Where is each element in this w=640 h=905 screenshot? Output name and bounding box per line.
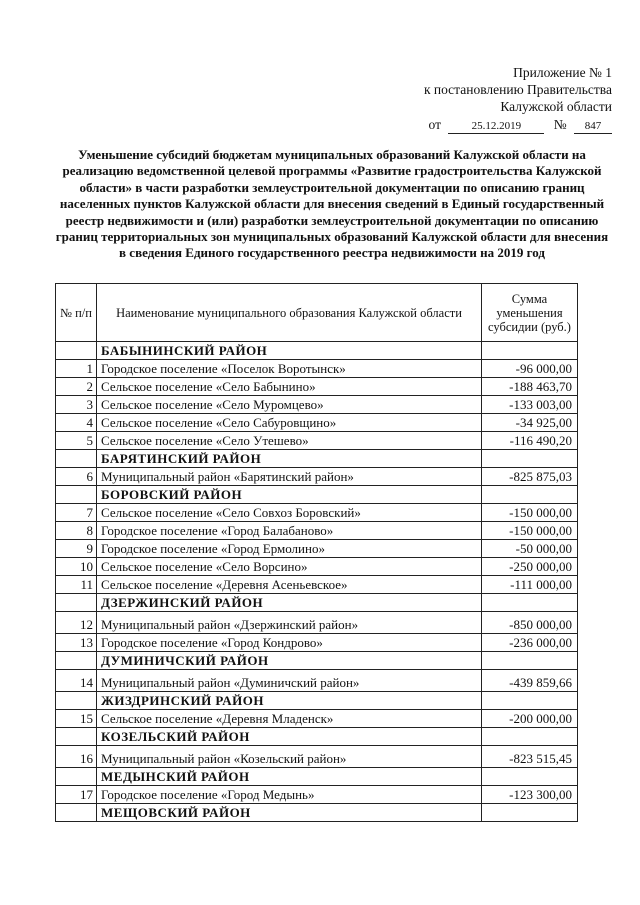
row-municipality: Сельское поселение «Село Муромцево» <box>97 396 482 414</box>
district-sum-cell <box>482 594 578 612</box>
district-sum-cell <box>482 768 578 786</box>
row-municipality: Городское поселение «Город Ермолино» <box>97 540 482 558</box>
row-municipality: Сельское поселение «Село Утешево» <box>97 432 482 450</box>
district-num-cell <box>56 652 97 670</box>
table-row <box>56 360 578 378</box>
row-number: 17 <box>56 786 97 804</box>
resolution-number: 847 <box>574 120 612 134</box>
row-municipality: Городское поселение «Поселок Воротынск» <box>97 360 482 378</box>
district-num-cell <box>56 486 97 504</box>
district-row <box>56 768 578 786</box>
row-sum: -50 000,00 <box>482 540 578 558</box>
district-row <box>56 692 578 710</box>
resolution-date: 25.12.2019 <box>448 120 544 134</box>
district-name: ЖИЗДРИНСКИЙ РАЙОН <box>97 692 482 710</box>
district-num-cell <box>56 804 97 822</box>
table-header-row <box>56 284 578 342</box>
appendix-line-1: Приложение № 1 <box>513 65 612 80</box>
district-sum-cell <box>482 728 578 746</box>
row-municipality: Городское поселение «Город Балабаново» <box>97 522 482 540</box>
table-row <box>56 670 578 692</box>
table-row <box>56 634 578 652</box>
row-municipality: Муниципальный район «Козельский район» <box>97 746 482 768</box>
row-municipality: Сельское поселение «Село Бабынино» <box>97 378 482 396</box>
row-sum: -200 000,00 <box>482 710 578 728</box>
table-row <box>56 522 578 540</box>
row-number: 3 <box>56 396 97 414</box>
table-row <box>56 540 578 558</box>
district-sum-cell <box>482 692 578 710</box>
appendix-block <box>424 64 612 134</box>
row-sum: -850 000,00 <box>482 612 578 634</box>
row-number: 12 <box>56 612 97 634</box>
row-number: 4 <box>56 414 97 432</box>
header-num: № п/п <box>56 284 97 342</box>
table-row <box>56 378 578 396</box>
row-number: 7 <box>56 504 97 522</box>
table-row <box>56 786 578 804</box>
number-prefix: № <box>553 117 567 132</box>
table-row <box>56 746 578 768</box>
row-number: 10 <box>56 558 97 576</box>
district-name: БАБЫНИНСКИЙ РАЙОН <box>97 342 482 360</box>
district-row <box>56 450 578 468</box>
district-sum-cell <box>482 450 578 468</box>
row-municipality: Городское поселение «Город Кондрово» <box>97 634 482 652</box>
table-body <box>56 342 578 822</box>
row-number: 2 <box>56 378 97 396</box>
header-sum: Сумма уменьшения субсидии (руб.) <box>482 284 578 342</box>
row-sum: -150 000,00 <box>482 522 578 540</box>
row-municipality: Муниципальный район «Барятинский район» <box>97 468 482 486</box>
district-num-cell <box>56 594 97 612</box>
table-row <box>56 432 578 450</box>
appendix-date-line <box>424 116 612 134</box>
district-row <box>56 728 578 746</box>
row-number: 9 <box>56 540 97 558</box>
row-municipality: Сельское поселение «Село Совхоз Боровский» <box>97 504 482 522</box>
district-sum-cell <box>482 652 578 670</box>
district-sum-cell <box>482 804 578 822</box>
row-number: 6 <box>56 468 97 486</box>
district-sum-cell <box>482 342 578 360</box>
district-name: БОРОВСКИЙ РАЙОН <box>97 486 482 504</box>
row-number: 15 <box>56 710 97 728</box>
table-row <box>56 612 578 634</box>
district-name: МЕДЫНСКИЙ РАЙОН <box>97 768 482 786</box>
district-name: МЕЩОВСКИЙ РАЙОН <box>97 804 482 822</box>
row-municipality: Сельское поселение «Село Сабуровщино» <box>97 414 482 432</box>
district-name: ДЗЕРЖИНСКИЙ РАЙОН <box>97 594 482 612</box>
row-number: 8 <box>56 522 97 540</box>
row-municipality: Сельское поселение «Деревня Асеньевское» <box>97 576 482 594</box>
table-row <box>56 468 578 486</box>
district-name: БАРЯТИНСКИЙ РАЙОН <box>97 450 482 468</box>
appendix-line-2: к постановлению Правительства <box>423 82 612 97</box>
row-sum: -34 925,00 <box>482 414 578 432</box>
header-name: Наименование муниципального образования Калужской области <box>97 284 482 342</box>
row-number: 16 <box>56 746 97 768</box>
row-sum: -188 463,70 <box>482 378 578 396</box>
appendix-line-3: Калужской области <box>500 99 612 114</box>
district-row <box>56 804 578 822</box>
district-sum-cell <box>482 486 578 504</box>
row-number: 14 <box>56 670 97 692</box>
row-sum: -150 000,00 <box>482 504 578 522</box>
row-number: 1 <box>56 360 97 378</box>
row-sum: -825 875,03 <box>482 468 578 486</box>
row-municipality: Сельское поселение «Село Ворсино» <box>97 558 482 576</box>
row-sum: -439 859,66 <box>482 670 578 692</box>
date-prefix: от <box>428 117 441 132</box>
table-row <box>56 576 578 594</box>
district-row <box>56 652 578 670</box>
district-row <box>56 486 578 504</box>
row-number: 5 <box>56 432 97 450</box>
document-title: Уменьшение субсидий бюджетам муниципальных образований Калужской области на реализацию ведомственной целевой программы «Развитие градостроительства Калужской области» в части разработки землеустроительной документации по описанию границ населенных пунктов Калужской области для внесения сведений в Единый государственный реестр недвижимости и (или) разработки землеустроительной документации по описанию границ территориальных зон муниципальных образований Калужской области для внесения в сведения Единого государственного реестра недвижимости на 2019 год <box>55 147 609 261</box>
row-sum: -823 515,45 <box>482 746 578 768</box>
district-name: ДУМИНИЧСКИЙ РАЙОН <box>97 652 482 670</box>
district-num-cell <box>56 450 97 468</box>
district-name: КОЗЕЛЬСКИЙ РАЙОН <box>97 728 482 746</box>
row-municipality: Муниципальный район «Думиничский район» <box>97 670 482 692</box>
row-sum: -133 003,00 <box>482 396 578 414</box>
district-row <box>56 594 578 612</box>
subsidy-table <box>55 283 578 822</box>
row-sum: -111 000,00 <box>482 576 578 594</box>
row-municipality: Сельское поселение «Деревня Младенск» <box>97 710 482 728</box>
table-row <box>56 396 578 414</box>
table-row <box>56 414 578 432</box>
row-sum: -236 000,00 <box>482 634 578 652</box>
row-number: 13 <box>56 634 97 652</box>
row-municipality: Муниципальный район «Дзержинский район» <box>97 612 482 634</box>
row-municipality: Городское поселение «Город Медынь» <box>97 786 482 804</box>
district-num-cell <box>56 728 97 746</box>
row-sum: -116 490,20 <box>482 432 578 450</box>
row-sum: -250 000,00 <box>482 558 578 576</box>
row-sum: -96 000,00 <box>482 360 578 378</box>
district-row <box>56 342 578 360</box>
table-row <box>56 504 578 522</box>
row-sum: -123 300,00 <box>482 786 578 804</box>
table-row <box>56 558 578 576</box>
row-number: 11 <box>56 576 97 594</box>
district-num-cell <box>56 692 97 710</box>
table-row <box>56 710 578 728</box>
district-num-cell <box>56 768 97 786</box>
district-num-cell <box>56 342 97 360</box>
